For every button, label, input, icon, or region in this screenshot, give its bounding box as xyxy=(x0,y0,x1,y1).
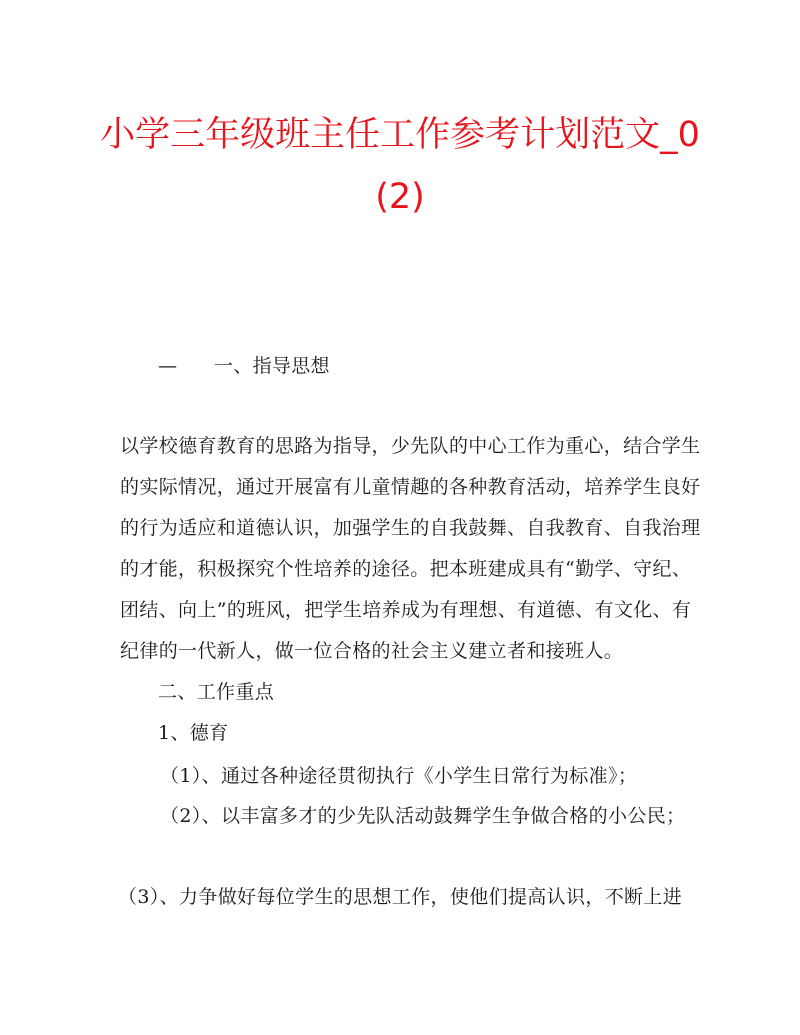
paragraph-line: 的行为适应和道德认识，加强学生的自我鼓舞、自我教育、自我治理 xyxy=(120,517,701,539)
document-title-line-1: 小学三年级班主任工作参考计划范文_0 xyxy=(100,115,700,155)
paragraph-line: 纪律的一代新人，做一位合格的社会主义建立者和接班人。 xyxy=(120,640,624,662)
section-heading-work-focus: 二、工作重点 xyxy=(158,681,275,703)
document-title-line-2: (2) xyxy=(375,177,425,217)
list-item: （3）、力争做好每位学生的思想工作，使他们提高认识，不断上进 xyxy=(118,886,683,908)
section-heading-guiding-ideology: 一、指导思想 xyxy=(214,355,330,377)
paragraph-line: 以学校德育教育的思路为指导，少先队的中心工作为重心，结合学生 xyxy=(120,435,701,457)
paragraph-line: 团结、向上”的班风，把学生培养成为有理想、有道德、有文化、有 xyxy=(120,599,692,621)
list-item: （2）、以丰富多才的少先队活动鼓舞学生争做合格的小公民； xyxy=(160,805,686,827)
paragraph-line: 的才能，积极探究个性培养的途径。把本班建成具有“勤学、守纪、 xyxy=(120,558,692,580)
list-item: （1）、通过各种途径贯彻执行《小学生日常行为标准》； xyxy=(160,765,638,787)
paragraph-line: 的实际情况，通过开展富有儿童情趣的各种教育活动，培养学生良好 xyxy=(120,476,701,498)
subsection-heading-moral-education: 1、德育 xyxy=(158,722,229,744)
section-dash: — xyxy=(158,355,177,377)
